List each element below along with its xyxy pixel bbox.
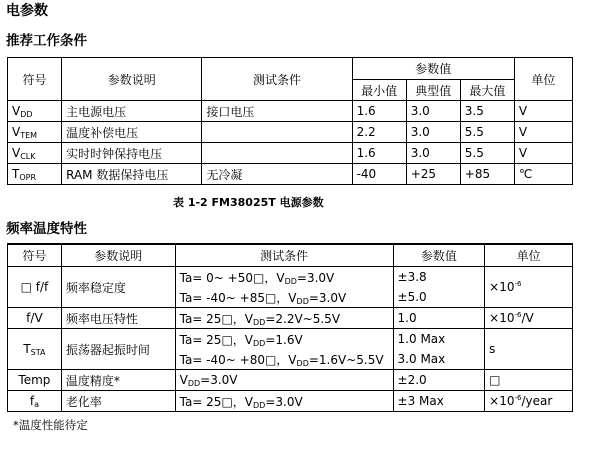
symbol-cell: $T_{OPR}$ — [8, 164, 62, 185]
symbol-cell: $f_a$ — [8, 391, 62, 412]
typ-cell: 3.0 — [406, 101, 460, 122]
table-row — [8, 329, 573, 350]
frequency-temperature-table — [7, 243, 573, 412]
max-cell: 5.5 — [460, 122, 514, 143]
typ-cell: 3.0 — [406, 143, 460, 164]
unit-cell: V — [514, 143, 572, 164]
table-caption: 表 1-2 FM38025T 电源参数 — [173, 196, 324, 209]
max-cell: +85 — [460, 164, 514, 185]
header-condition: 测试条件 — [175, 244, 393, 267]
min-cell: 2.2 — [352, 122, 406, 143]
max-cell: 5.5 — [460, 143, 514, 164]
condition-cell: $V_{DD}=3.0V$ — [175, 370, 393, 391]
symbol-cell: $V_{DD}$ — [8, 101, 62, 122]
table-row — [8, 391, 573, 412]
min-cell: 1.6 — [352, 101, 406, 122]
condition-cell: Ta= -40~ +85□，$V_{DD}=3.0V$ — [175, 287, 393, 308]
unit-cell: $\times 10^{-6}$ — [485, 267, 573, 308]
condition-cell: Ta= 25□，$V_{DD}=3.0V$ — [175, 391, 393, 412]
unit-cell: □ — [485, 370, 573, 391]
header-symbol: 符号 — [8, 58, 62, 101]
description-cell: 实时时钟保持电压 — [62, 143, 202, 164]
unit-cell: V — [514, 101, 572, 122]
symbol-cell: f/V — [8, 308, 62, 329]
header-value: 参数值 — [393, 244, 485, 267]
description-cell: 振荡器起振时间 — [61, 329, 175, 370]
symbol-cell: Temp — [8, 370, 62, 391]
description-cell: RAM 数据保持电压 — [62, 164, 202, 185]
unit-cell: $\times 10^{-6}/V$ — [485, 308, 573, 329]
table-row — [8, 122, 573, 143]
section-heading-recommended: 推荐工作条件 — [6, 33, 87, 49]
header-unit: 单位 — [485, 244, 573, 267]
symbol-cell: $V_{CLK}$ — [8, 143, 62, 164]
table-row — [8, 164, 573, 185]
footnote: *温度性能待定 — [13, 418, 88, 432]
condition-cell: Ta= 25□，$V_{DD}=1.6V$ — [175, 329, 393, 350]
description-cell: 温度补偿电压 — [62, 122, 202, 143]
value-cell: 1.0 — [393, 308, 485, 329]
typ-cell: 3.0 — [406, 122, 460, 143]
header-description: 参数说明 — [61, 244, 175, 267]
header-min: 最小值 — [352, 80, 406, 101]
condition-cell — [202, 143, 352, 164]
condition-cell: 接口电压 — [202, 101, 352, 122]
section-heading-frequency: 频率温度特性 — [6, 221, 87, 237]
table-row — [8, 267, 573, 288]
symbol-cell: □ f/f — [8, 267, 62, 308]
value-cell: ±3.8 — [393, 267, 485, 288]
symbol-cell: $V_{TEM}$ — [8, 122, 62, 143]
value-cell: ±2.0 — [393, 370, 485, 391]
description-cell: 主电源电压 — [62, 101, 202, 122]
header-typ: 典型值 — [406, 80, 460, 101]
unit-cell: s — [485, 329, 573, 370]
header-condition: 测试条件 — [202, 58, 352, 101]
typ-cell: +25 — [406, 164, 460, 185]
condition-cell: 无冷凝 — [202, 164, 352, 185]
table-row — [8, 370, 573, 391]
table-row — [8, 143, 573, 164]
condition-cell: Ta= -40~ +80□，$V_{DD}=1.6V\sim 5.5V$ — [175, 349, 393, 370]
unit-cell: $\times 10^{-6}$/year — [485, 391, 573, 412]
section-heading-electrical: 电参数 — [6, 3, 48, 19]
value-cell: 1.0 Max — [393, 329, 485, 350]
header-values: 参数值 — [352, 58, 514, 80]
header-unit: 单位 — [514, 58, 572, 101]
table-row — [8, 101, 573, 122]
description-cell: 频率电压特性 — [61, 308, 175, 329]
unit-cell: ℃ — [514, 164, 572, 185]
value-cell: ±5.0 — [393, 287, 485, 308]
condition-cell: Ta= 25□，$V_{DD}=2.2V\sim 5.5V$ — [175, 308, 393, 329]
table-row — [8, 308, 573, 329]
min-cell: 1.6 — [352, 143, 406, 164]
header-max: 最大值 — [460, 80, 514, 101]
description-cell: 温度精度* — [61, 370, 175, 391]
condition-cell — [202, 122, 352, 143]
unit-cell: V — [514, 122, 572, 143]
value-cell: ±3 Max — [393, 391, 485, 412]
condition-cell: Ta= 0~ +50□，$V_{DD}=3.0V$ — [175, 267, 393, 288]
min-cell: -40 — [352, 164, 406, 185]
header-symbol: 符号 — [8, 244, 62, 267]
header-description: 参数说明 — [62, 58, 202, 101]
symbol-cell: $T_{STA}$ — [8, 329, 62, 370]
max-cell: 3.5 — [460, 101, 514, 122]
power-parameter-table — [7, 57, 573, 185]
description-cell: 频率稳定度 — [61, 267, 175, 308]
value-cell: 3.0 Max — [393, 349, 485, 370]
description-cell: 老化率 — [61, 391, 175, 412]
